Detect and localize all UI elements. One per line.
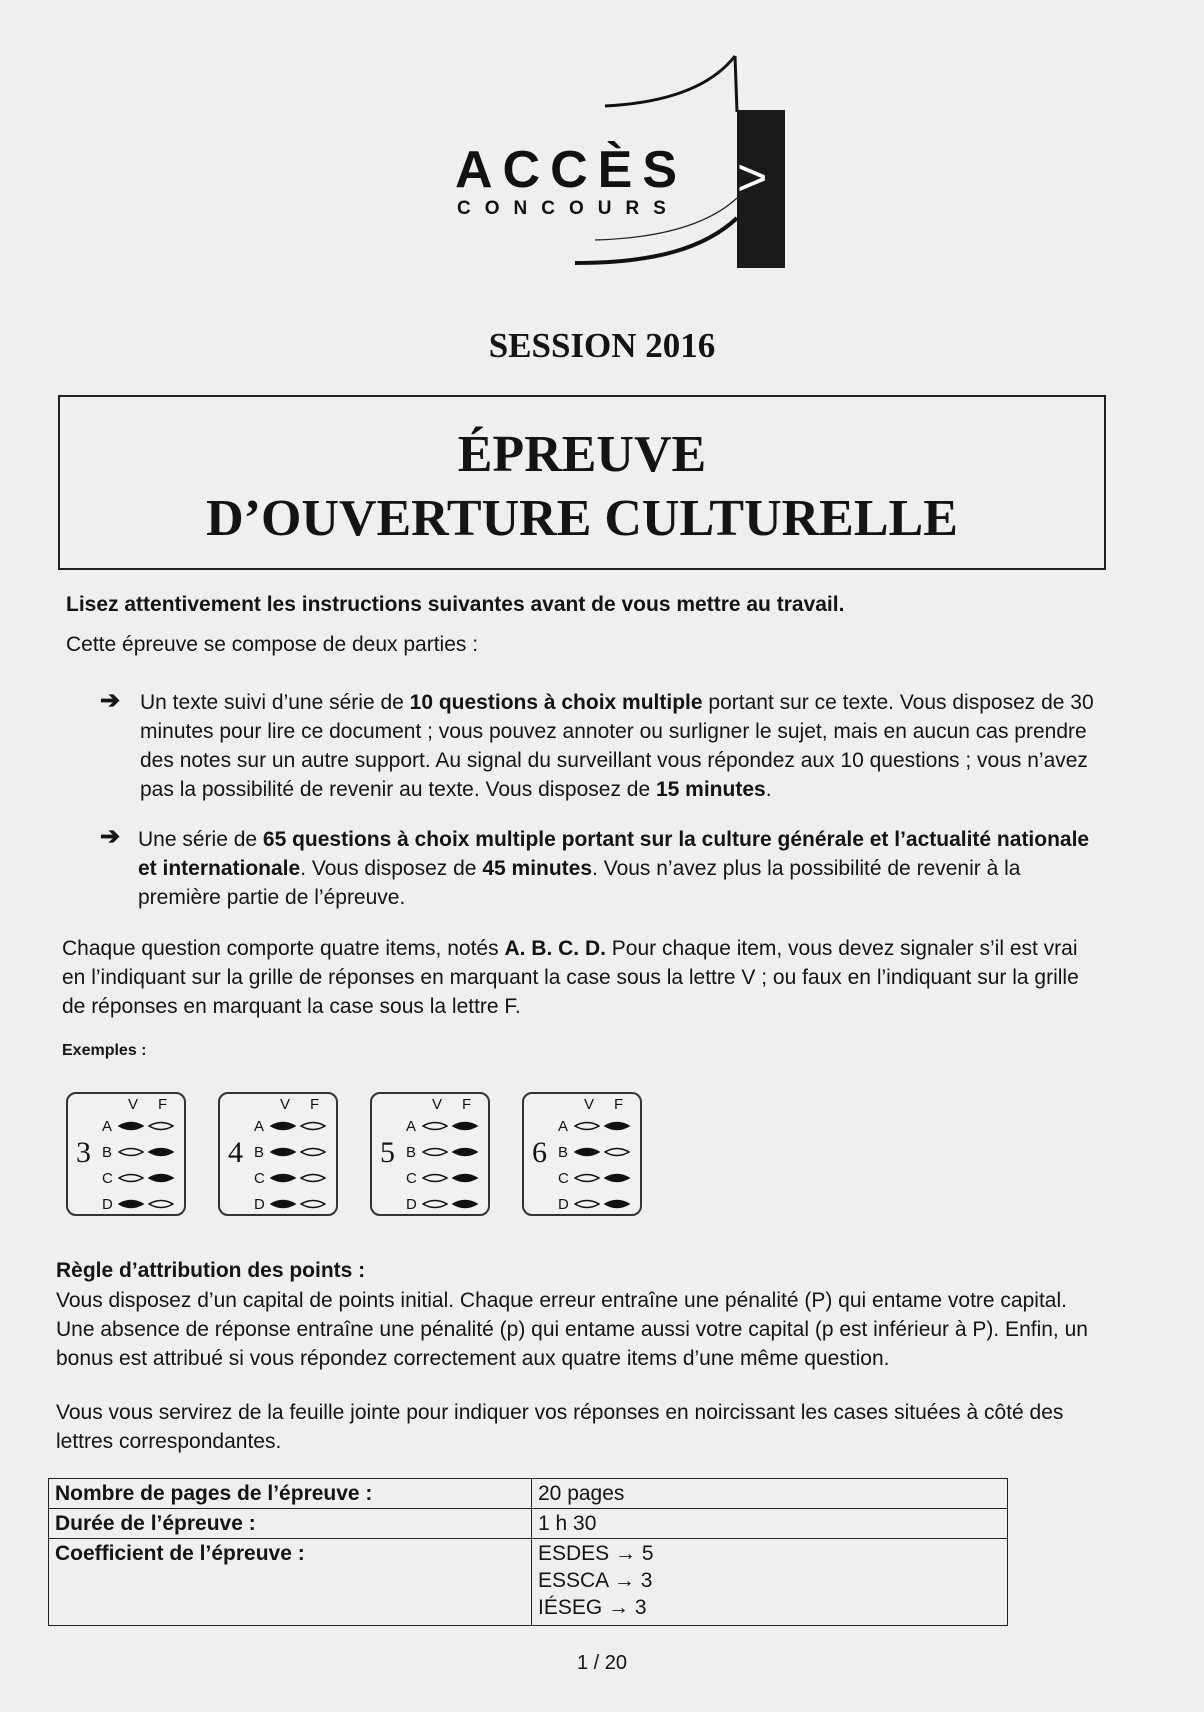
example-item-row — [254, 1168, 334, 1190]
answer-sheet-text: Vous vous servirez de la feuille jointe pour indiquer vos réponses en noircissant les cases situées à côté des lettres correspondantes. — [56, 1401, 1064, 1453]
pages-label: Nombre de pages de l’épreuve : — [49, 1479, 532, 1509]
item-letter: B — [102, 1144, 113, 1161]
example-item-row — [102, 1142, 182, 1164]
example-item-row — [558, 1168, 638, 1190]
bullet2-text-a: Une série de — [138, 828, 263, 851]
example-number: 3 — [76, 1136, 91, 1169]
bullet1-text-b: 10 questions à choix multiple — [409, 691, 703, 714]
bullet-part1 — [140, 688, 1100, 804]
true-bubble — [118, 1199, 144, 1209]
coefficient-essca: ESSCA → 3 — [538, 1569, 653, 1592]
examples-label: Exemples : — [62, 1042, 147, 1059]
bullet2-text-b: 65 questions à choix multiple portant sur la culture générale et l’actualité nationale et internationale — [138, 828, 1090, 880]
false-bubble — [148, 1121, 174, 1131]
exam-title-line2: D’OUVERTURE CULTURELLE — [206, 490, 958, 547]
false-bubble — [300, 1147, 326, 1157]
true-bubble — [422, 1121, 448, 1131]
example-item-row — [558, 1116, 638, 1138]
bullet1-text-d: 15 minutes — [655, 778, 766, 801]
false-bubble — [300, 1121, 326, 1131]
item-letter: C — [254, 1170, 265, 1187]
example-item-row — [406, 1168, 486, 1190]
example-box — [218, 1092, 338, 1216]
false-bubble — [300, 1173, 326, 1183]
logo-brand: ACCÈS — [455, 141, 688, 199]
pages-value: 20 pages — [532, 1479, 1008, 1509]
logo-arrow-icon: > — [737, 149, 768, 207]
intro-text: Cette épreuve se compose de deux parties : — [66, 633, 479, 656]
item-letter: A — [558, 1118, 569, 1135]
exam-title-box — [58, 395, 1106, 570]
false-bubble — [452, 1199, 478, 1209]
table-row — [49, 1539, 1008, 1626]
item-letter: C — [558, 1170, 569, 1187]
example-number: 6 — [532, 1136, 547, 1169]
exam-title-line1: ÉPREUVE — [457, 426, 707, 483]
false-bubble — [604, 1147, 630, 1157]
rules-text: Vous disposez d’un capital de points initial. Chaque erreur entraîne une pénalité (P) qui entame votre capital. Une absence de réponse entraîne une pénalité (p) qui entame aussi votre capital (p est inférieur à P). Enfin, un bonus est attribué si vous répondez correctement aux quatre items d’une même question. — [56, 1289, 1088, 1370]
true-bubble — [574, 1199, 600, 1209]
item-letter: A — [102, 1118, 113, 1135]
false-column-label: F — [462, 1096, 472, 1113]
exam-info-table — [48, 1478, 1008, 1626]
logo-subtitle: CONCOURS — [457, 198, 680, 219]
example-box — [522, 1092, 642, 1216]
true-column-label: V — [128, 1096, 139, 1113]
example-box — [370, 1092, 490, 1216]
false-bubble — [148, 1147, 174, 1157]
false-bubble — [604, 1121, 630, 1131]
coefficient-ieseg: IÉSEG → 3 — [538, 1596, 647, 1619]
instructions-heading: Lisez attentivement les instructions suivantes avant de vous mettre au travail. — [66, 593, 845, 616]
true-column-label: V — [584, 1096, 595, 1113]
true-bubble — [270, 1199, 296, 1209]
coefficient-esdes: ESDES → 5 — [538, 1542, 654, 1565]
example-item-row — [558, 1194, 638, 1216]
false-bubble — [604, 1173, 630, 1183]
bullet2-text-e: . Vous n’avez plus la possibilité de revenir à la première partie de l’épreuve. — [138, 857, 1021, 909]
example-number: 4 — [228, 1136, 243, 1169]
bullet1-text-e: . — [765, 778, 772, 801]
page-number: 1 / 20 — [576, 1652, 628, 1674]
bullet1-text-c: portant sur ce texte. Vous disposez de 30 minutes pour lire ce document ; vous pouvez annoter ou surligner le sujet, mais en aucun cas prendre des notes sur un autre support. Au signal du surveillant vous répondez aux 10 questions ; vous n’avez pas la possibilité de revenir au texte. Vous disposez de — [140, 691, 1094, 801]
true-bubble — [574, 1121, 600, 1131]
bullet-part2 — [138, 825, 1100, 912]
example-number: 5 — [380, 1136, 395, 1169]
question-text-b: A. B. C. D. — [504, 937, 606, 960]
example-item-row — [102, 1116, 182, 1138]
true-column-label: V — [432, 1096, 443, 1113]
false-bubble — [452, 1121, 478, 1131]
true-bubble — [270, 1173, 296, 1183]
arrow-right-icon: ➔ — [100, 687, 121, 714]
question-text-a: Chaque question comporte quatre items, notés — [62, 937, 505, 960]
example-item-row — [254, 1116, 334, 1138]
item-letter: B — [558, 1144, 569, 1161]
false-bubble — [148, 1199, 174, 1209]
item-letter: D — [254, 1196, 265, 1213]
true-bubble — [118, 1147, 144, 1157]
false-column-label: F — [158, 1096, 168, 1113]
example-item-row — [102, 1168, 182, 1190]
true-bubble — [270, 1147, 296, 1157]
rules-heading: Règle d’attribution des points : — [56, 1259, 366, 1282]
true-bubble — [574, 1147, 600, 1157]
true-bubble — [118, 1173, 144, 1183]
question-format-text — [62, 934, 1102, 1021]
table-row — [49, 1479, 1008, 1509]
true-bubble — [422, 1147, 448, 1157]
arrow-right-icon: ➔ — [100, 823, 121, 850]
false-bubble — [300, 1199, 326, 1209]
item-letter: A — [406, 1118, 417, 1135]
example-item-row — [558, 1142, 638, 1164]
item-letter: D — [558, 1196, 569, 1213]
false-bubble — [452, 1173, 478, 1183]
item-letter: C — [406, 1170, 417, 1187]
true-bubble — [574, 1173, 600, 1183]
item-letter: C — [102, 1170, 113, 1187]
example-item-row — [254, 1142, 334, 1164]
bullet1-text-a: Un texte suivi d’une série de — [140, 691, 410, 714]
coefficient-values — [532, 1539, 1008, 1626]
duration-value: 1 h 30 — [532, 1509, 1008, 1539]
true-bubble — [270, 1121, 296, 1131]
item-letter: D — [406, 1196, 417, 1213]
false-bubble — [604, 1199, 630, 1209]
coefficient-label: Coefficient de l’épreuve : — [49, 1539, 532, 1626]
true-bubble — [422, 1199, 448, 1209]
bullet2-text-d: 45 minutes — [482, 857, 593, 880]
acces-concours-logo — [455, 48, 795, 278]
item-letter: B — [254, 1144, 265, 1161]
example-item-row — [406, 1142, 486, 1164]
bullet2-text-c: . Vous disposez de — [300, 857, 483, 880]
item-letter: A — [254, 1118, 265, 1135]
example-item-row — [254, 1194, 334, 1216]
false-column-label: F — [310, 1096, 320, 1113]
example-item-row — [406, 1194, 486, 1216]
false-bubble — [452, 1147, 478, 1157]
example-box — [66, 1092, 186, 1216]
false-column-label: F — [614, 1096, 624, 1113]
item-letter: D — [102, 1196, 113, 1213]
true-bubble — [422, 1173, 448, 1183]
question-text-c: Pour chaque item, vous devez signaler s’il est vrai en l’indiquant sur la grille de réponses en marquant la case sous la lettre V ; ou faux en l’indiquant sur la grille de réponses en marquant la case sous la lettre F. — [62, 937, 1079, 1018]
true-column-label: V — [280, 1096, 291, 1113]
table-row — [49, 1509, 1008, 1539]
session-title: SESSION 2016 — [488, 326, 716, 365]
item-letter: B — [406, 1144, 417, 1161]
duration-label: Durée de l’épreuve : — [49, 1509, 532, 1539]
false-bubble — [148, 1173, 174, 1183]
example-item-row — [406, 1116, 486, 1138]
example-item-row — [102, 1194, 182, 1216]
true-bubble — [118, 1121, 144, 1131]
